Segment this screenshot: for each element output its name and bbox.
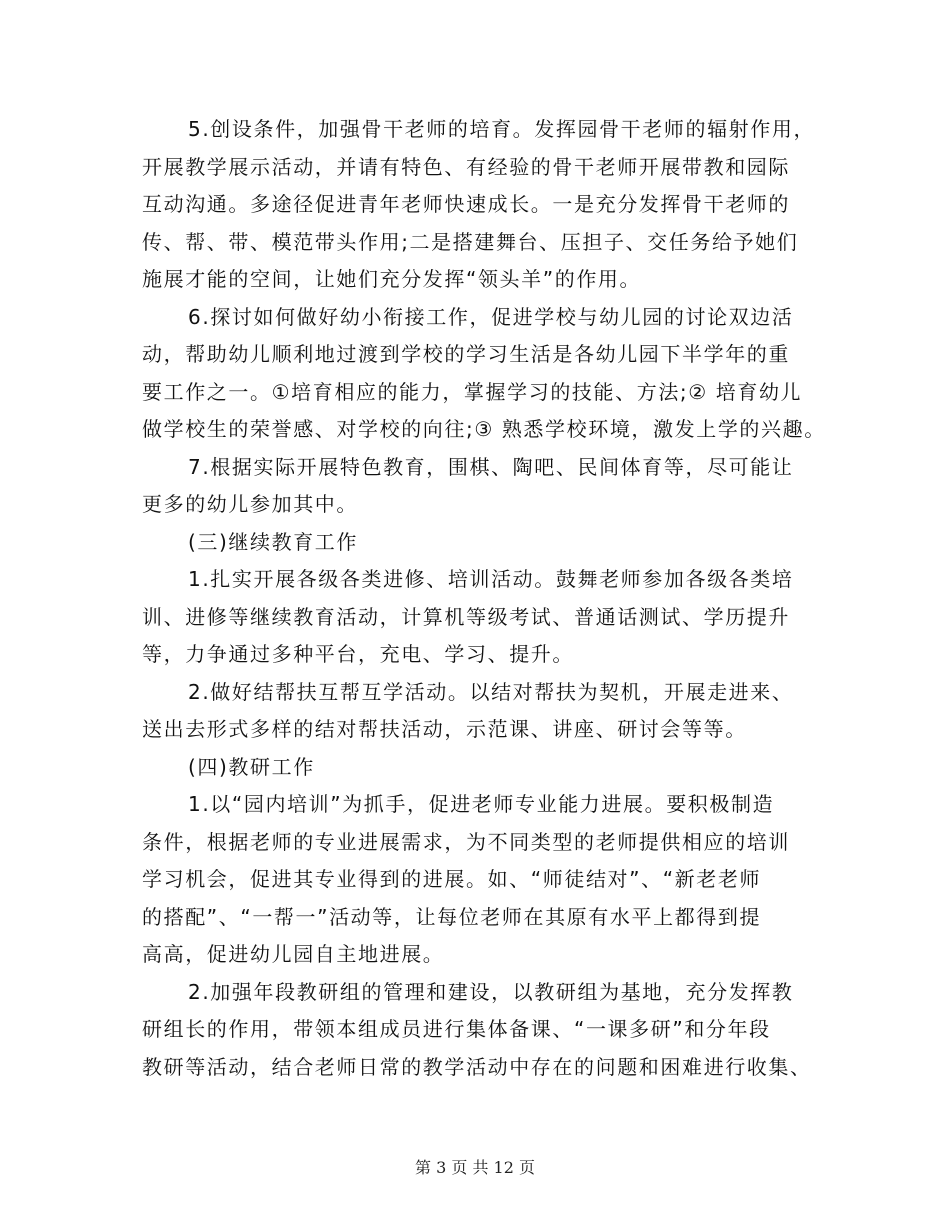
text-line: 要工作之一。①培育相应的能力，掌握学习的技能、方法;② 培育幼儿 <box>142 379 803 404</box>
text-line: 7.根据实际开展特色教育，围棋、陶吧、民间体育等，尽可能让 <box>188 454 794 479</box>
paragraph-training <box>142 561 832 674</box>
text-line: 更多的幼儿参加其中。 <box>142 492 358 516</box>
document-body <box>142 111 832 1086</box>
text-line: 互动沟通。多途径促进青年老师快速成长。一是充分发挥骨干老师的 <box>142 192 790 216</box>
text-line: 学习机会，促进其专业得到的进展。如、“师徒结对”、“新老老师 <box>142 867 762 891</box>
text-line: 高高，促进幼儿园自主地进展。 <box>142 942 445 966</box>
text-line: 研组长的作用，带领本组成员进行集体备课、“一课多研”和分年段 <box>142 1017 771 1041</box>
text-line: 传、帮、带、模范带头作用;二是搭建舞台、压担子、交任务给予她们 <box>142 229 799 254</box>
text-line: 2.加强年段教研组的管理和建设，以教研组为基地，充分发挥教 <box>188 979 794 1004</box>
page-number-footer: 第 3 页 共 12 页 <box>415 1158 535 1177</box>
text-line: 施展才能的空间，让她们充分发挥“领头羊”的作用。 <box>142 267 642 291</box>
paragraph-5 <box>142 111 832 299</box>
text-line: 教研等活动，结合老师日常的教学活动中存在的问题和困难进行收集、 <box>142 1054 812 1079</box>
paragraph-research-groups <box>142 974 832 1087</box>
text-line: 1.以“园内培训”为抓手，促进老师专业能力进展。要积极制造 <box>188 792 775 816</box>
text-line: 6.探讨如何做好幼小衔接工作，促进学校与幼儿园的讨论双边活 <box>188 304 794 329</box>
text-line: 条件，根据老师的专业进展需求，为不同类型的老师提供相应的培训 <box>142 829 790 854</box>
text-line: 送出去形式多样的结对帮扶活动，示范课、讲座、研讨会等等。 <box>142 717 747 741</box>
text-line: 等，力争通过多种平台，充电、学习、提升。 <box>142 642 574 666</box>
text-line: 开展教学展示活动，并请有特色、有经验的骨干老师开展带教和园际 <box>142 154 790 179</box>
paragraph-pairing <box>142 674 832 749</box>
paragraph-7 <box>142 449 832 524</box>
text-line: 动，帮助幼儿顺利地过渡到学校的学习生活是各幼儿园下半学年的重 <box>142 342 790 366</box>
paragraph-6 <box>142 299 832 449</box>
paragraph-in-house-training <box>142 786 832 974</box>
text-line: 的搭配”、“一帮一”活动等，让每位老师在其原有水平上都得到提 <box>142 904 762 929</box>
section-heading-continuing-education <box>142 524 832 562</box>
text-line: 做学校生的荣誉感、对学校的向往;③ 熟悉学校环境，激发上学的兴趣。 <box>142 417 826 441</box>
text-line: 1.扎实开展各级各类进修、培训活动。鼓舞老师参加各级各类培 <box>188 567 794 591</box>
text-line: 2.做好结帮扶互帮互学活动。以结对帮扶为契机，开展走进来、 <box>188 679 794 704</box>
text-line: 训、进修等继续教育活动，计算机等级考试、普通话测试、学历提升 <box>142 604 790 629</box>
text-line: 5.创设条件，加强骨干老师的培育。发挥园骨干老师的辐射作用， <box>188 117 816 141</box>
section-heading: (四)教研工作 <box>188 754 315 779</box>
section-heading: (三)继续教育工作 <box>188 529 359 554</box>
section-heading-teaching-research <box>142 749 832 787</box>
